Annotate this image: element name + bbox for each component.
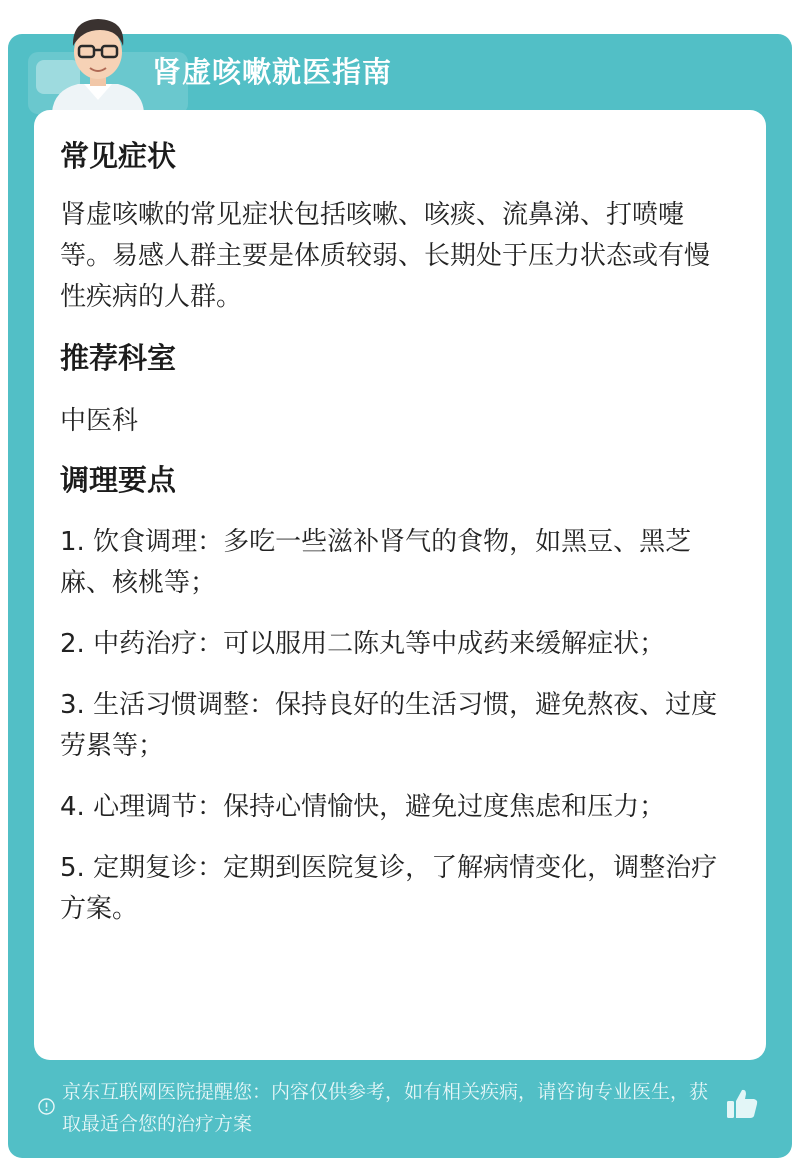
symptoms-text: 肾虚咳嗽的常见症状包括咳嗽、咳痰、流鼻涕、打喷嚏等。易感人群主要是体质较弱、长期处于压力状态或有慢性疾病的人群。: [60, 200, 711, 312]
care-title: 调理要点: [60, 463, 177, 497]
care-item: 2. 中药治疗：可以服用二陈丸等中成药来缓解症状；: [60, 629, 666, 659]
care-item: 1. 饮食调理：多吃一些滋补肾气的食物，如黑豆、黑芝麻、核桃等；: [60, 527, 692, 598]
page-title: 肾虚咳嗽就医指南: [152, 55, 393, 89]
thumbs-up-icon[interactable]: [724, 1086, 760, 1122]
care-item: 3. 生活习惯调整：保持良好的生活习惯，避免熬夜、过度劳累等；: [60, 690, 718, 761]
content-card: [34, 110, 766, 1060]
card-content: [60, 110, 732, 930]
disclaimer-text: 京东互联网医院提醒您：内容仅供参考，如有相关疾病，请咨询专业医生，获取最适合您的治疗方案: [62, 1081, 709, 1135]
doctor-avatar: [44, 8, 152, 112]
care-item: 5. 定期复诊：定期到医院复诊，了解病情变化，调整治疗方案。: [60, 853, 718, 924]
department-title: 推荐科室: [60, 341, 177, 375]
symptoms-title: 常见症状: [60, 139, 177, 173]
footer: [36, 1076, 736, 1140]
department-text: 中医科: [60, 406, 139, 436]
care-item: 4. 心理调节：保持心情愉快，避免过度焦虑和压力；: [60, 792, 666, 822]
